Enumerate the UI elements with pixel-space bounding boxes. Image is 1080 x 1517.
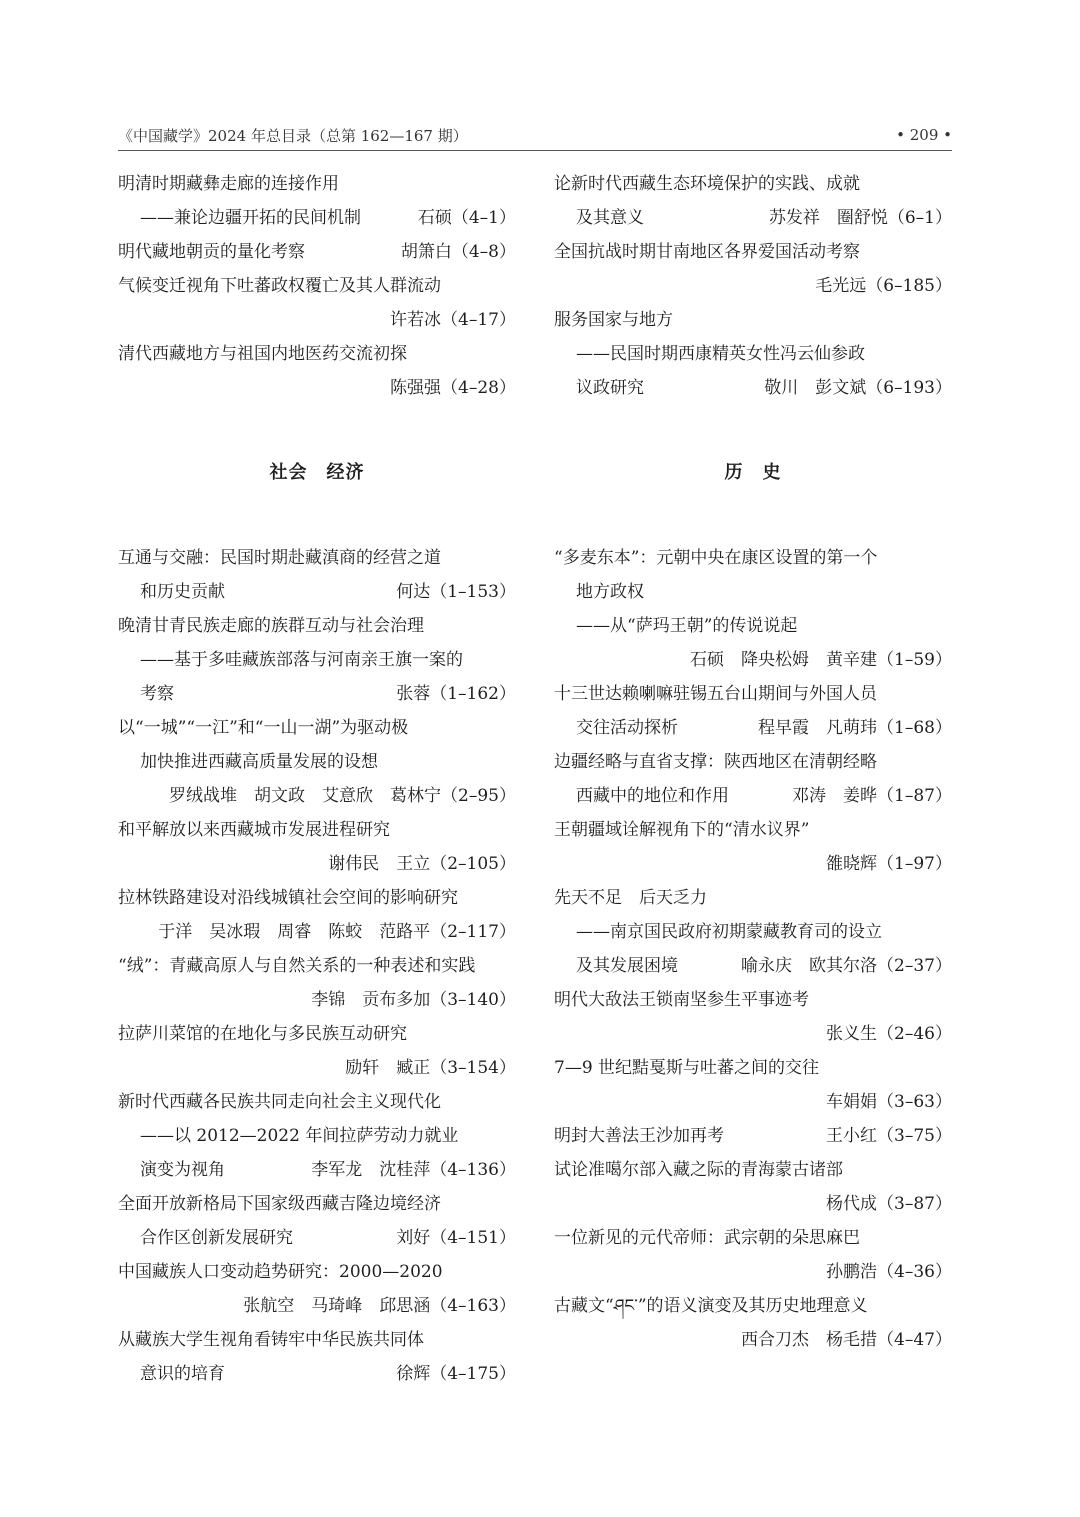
toc-entry-title: “多麦东本”：元朝中央在康区设置的第一个 — [554, 548, 878, 568]
toc-entry-author: 何达（1–153） — [396, 582, 516, 602]
toc-entry-author: 邓涛 姜晔（1–87） — [792, 786, 952, 806]
toc-entry-title: 地方政权 — [576, 582, 644, 602]
toc-entry — [554, 1119, 952, 1153]
toc-entry — [118, 677, 516, 711]
toc-entry-author: 石硕（4–1） — [417, 208, 516, 228]
toc-entry-subtitle: ——从“萨玛王朝”的传说说起 — [576, 616, 798, 636]
toc-entry-author: 毛光远（6–185） — [815, 276, 952, 296]
toc-entry-subtitle: ——兼论边疆开拓的民间机制 — [140, 208, 361, 228]
toc-entry-title: 晚清甘青民族走廊的族群互动与社会治理 — [118, 616, 424, 636]
toc-entry-author: 于洋 吴冰瑕 周睿 陈蛟 范路平（2–117） — [158, 922, 516, 942]
toc-entry — [118, 575, 516, 609]
toc-entry — [554, 779, 952, 813]
toc-entry-title: 明封大善法王沙加再考 — [554, 1126, 724, 1146]
toc-entry-title: 边疆经略与直省支撑：陕西地区在清朝经略 — [554, 752, 877, 772]
toc-entry-author: 车娟娟（3–63） — [826, 1092, 952, 1112]
toc-entry-author: 刘好（4–151） — [396, 1228, 516, 1248]
toc-entry — [118, 201, 516, 235]
toc-entry — [554, 711, 952, 745]
toc-entry-author: 陈强强（4–28） — [390, 378, 516, 398]
running-header — [118, 120, 952, 150]
toc-entry-author: 敬川 彭文斌（6–193） — [764, 378, 952, 398]
toc-entry-title: 拉萨川菜馆的在地化与多民族互动研究 — [118, 1024, 407, 1044]
toc-entry-title: 和平解放以来西藏城市发展进程研究 — [118, 820, 390, 840]
toc-entry-title: 先天不足 后天乏力 — [554, 888, 707, 908]
toc-entry-title: 服务国家与地方 — [554, 310, 673, 330]
toc-entry-author: 西合刀杰 杨毛措（4–47） — [741, 1330, 952, 1350]
toc-entry-author: 罗绒战堆 胡文政 艾意欣 葛林宁（2–95） — [169, 786, 516, 806]
toc-entry-subtitle: 演变为视角 — [140, 1160, 225, 1180]
toc-entry-title: 十三世达赖喇嘛驻锡五台山期间与外国人员 — [554, 684, 877, 704]
page-number: • 209 • — [896, 126, 952, 144]
journal-title: 《中国藏学》2024 年总目录（总第 162—167 期） — [118, 126, 468, 145]
toc-entry-author: 胡箫白（4–8） — [400, 242, 516, 262]
toc-entry — [118, 1221, 516, 1255]
toc-entry-subtitle: ——南京国民政府初期蒙藏教育司的设立 — [576, 922, 882, 942]
toc-entry — [554, 949, 952, 983]
toc-entry-title: 拉林铁路建设对沿线城镇社会空间的影响研究 — [118, 888, 458, 908]
toc-entry-title: 合作区创新发展研究 — [140, 1228, 293, 1248]
toc-entry-author: 喻永庆 欧其尔洛（2–37） — [741, 956, 952, 976]
toc-entry-title: 7—9 世纪黠戛斯与吐蕃之间的交往 — [554, 1058, 820, 1078]
toc-entry — [554, 201, 952, 235]
toc-entry-title: 一位新见的元代帝师：武宗朝的朵思麻巴 — [554, 1228, 860, 1248]
toc-entry-title: 以“一城”“一江”和“一山一湖”为驱动极 — [118, 718, 409, 738]
toc-entry-title: 互通与交融：民国时期赴藏滇商的经营之道 — [118, 548, 441, 568]
toc-entry-author: 励轩 臧正（3–154） — [345, 1058, 516, 1078]
toc-entry-subtitle: 考察 — [140, 684, 174, 704]
toc-entry-subtitle: ——民国时期西康精英女性冯云仙参政 — [576, 344, 865, 364]
toc-entry-subtitle: ——基于多哇藏族部落与河南亲王旗一案的 — [140, 650, 463, 670]
toc-entry-title: 王朝疆域诠解视角下的“清水议界” — [554, 820, 810, 840]
toc-entry-subtitle: 及其发展困境 — [576, 956, 678, 976]
toc-entry-author: 张蓉（1–162） — [396, 684, 516, 704]
section-heading: 历 史 — [724, 462, 782, 483]
toc-entry-author: 雒晓辉（1–97） — [826, 854, 952, 874]
toc-entry-title: “绒”：青藏高原人与自然关系的一种表述和实践 — [118, 956, 476, 976]
toc-entry-title: 全国抗战时期甘南地区各界爱国活动考察 — [554, 242, 860, 262]
toc-entry-title: 西藏中的地位和作用 — [576, 786, 729, 806]
toc-entry-title: 交往活动探析 — [576, 718, 678, 738]
toc-entry — [118, 1153, 516, 1187]
toc-entry — [118, 235, 516, 269]
toc-entry-title: 意识的培育 — [140, 1364, 225, 1384]
toc-entry-title: 中国藏族人口变动趋势研究：2000—2020 — [118, 1262, 443, 1282]
toc-entry-subtitle: 议政研究 — [576, 378, 644, 398]
toc-entry-title: 和历史贡献 — [140, 582, 225, 602]
toc-entry-title: 试论准噶尔部入藏之际的青海蒙古诸部 — [554, 1160, 843, 1180]
toc-entry-author: 杨代成（3–87） — [826, 1194, 952, 1214]
toc-entry-title: 及其意义 — [576, 208, 644, 228]
toc-entry-title: 全面开放新格局下国家级西藏吉隆边境经济 — [118, 1194, 441, 1214]
section-heading: 社会 经济 — [269, 462, 365, 483]
right-column — [554, 167, 952, 1357]
toc-entry-author: 谢伟民 王立（2–105） — [328, 854, 516, 874]
toc-entry-author: 徐辉（4–175） — [396, 1364, 516, 1384]
toc-entry-author: 苏发祥 圈舒悦（6–1） — [768, 208, 952, 228]
toc-entry-author: 程早霞 凡萌玮（1–68） — [758, 718, 952, 738]
toc-entry-title: 气候变迁视角下吐蕃政权覆亡及其人群流动 — [118, 276, 441, 296]
toc-entry-author: 石硕 降央松姆 黄辛建（1–59） — [690, 650, 952, 670]
left-column — [118, 167, 516, 1391]
toc-entry-author: 孙鹏浩（4–36） — [826, 1262, 952, 1282]
toc-entry-title: 从藏族大学生视角看铸牢中华民族共同体 — [118, 1330, 424, 1350]
toc-entry-title: 明代大敌法王锁南坚参生平事迹考 — [554, 990, 809, 1010]
toc-entry-author: 张航空 马琦峰 邱思涵（4–163） — [243, 1296, 516, 1316]
toc-entry-title: 古藏文“ཤང་”的语义演变及其历史地理意义 — [554, 1296, 868, 1316]
toc-entry-title: 加快推进西藏高质量发展的设想 — [140, 752, 378, 772]
toc-entry-title: 明清时期藏彝走廊的连接作用 — [118, 174, 339, 194]
toc-entry-subtitle: ——以 2012—2022 年间拉萨劳动力就业 — [140, 1126, 459, 1146]
header-rule — [118, 150, 952, 151]
toc-entry-title: 明代藏地朝贡的量化考察 — [118, 242, 305, 262]
toc-entry-title: 新时代西藏各民族共同走向社会主义现代化 — [118, 1092, 441, 1112]
toc-entry-title: 清代西藏地方与祖国内地医药交流初探 — [118, 344, 407, 364]
toc-entry-author: 王小红（3–75） — [826, 1126, 952, 1146]
toc-entry-author: 李锦 贡布多加（3–140） — [311, 990, 516, 1010]
toc-entry-author: 许若冰（4–17） — [390, 310, 516, 330]
toc-entry-author: 张义生（2–46） — [826, 1024, 952, 1044]
toc-entry — [118, 1357, 516, 1391]
toc-entry-author: 李军龙 沈桂萍（4–136） — [311, 1160, 516, 1180]
toc-entry-title: 论新时代西藏生态环境保护的实践、成就 — [554, 174, 860, 194]
toc-entry — [554, 371, 952, 405]
